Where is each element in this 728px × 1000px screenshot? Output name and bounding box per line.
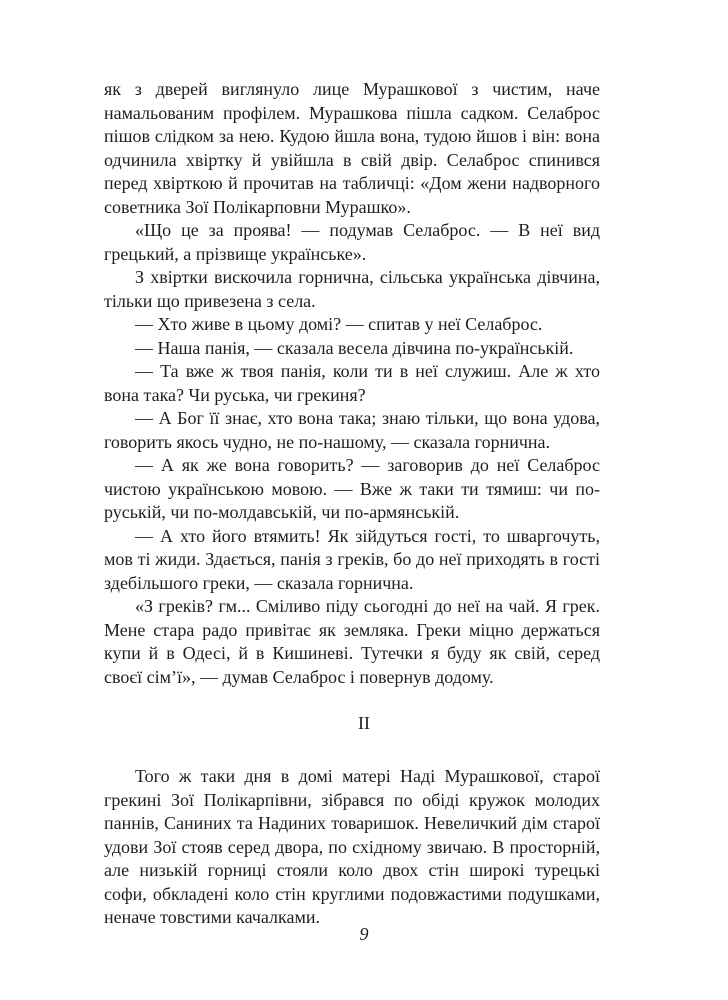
section-heading: II <box>358 713 370 733</box>
paragraph: — Хто живе в цьому домі? — спитав у неї Селаброс. <box>135 314 543 334</box>
paragraph: — Наша панія, — сказала весела дівчина по-українській. <box>135 337 574 358</box>
text-block-top <box>104 78 600 689</box>
paragraph: — А хто його втямить! Як зійдуться гості, то шваргочуть, мов ті жиди. Здається, панія з греків, бо до неї приходять в гості здебільшого греки, — сказала горнична. <box>104 525 600 593</box>
paragraph: — Та вже ж твоя панія, коли ти в неї служиш. Але ж хто вона така? Чи руська, чи грекиня? <box>104 361 600 405</box>
paragraph: Того ж таки дня в домі матері Наді Мурашкової, старої грекині Зої Полікарпівни, зібрався по обіді кружок молодих паннів, Саниних та Надиних товаришок. Невеличкий дім старої удови Зої стояв серед двора, по східному звичаю. В просторній, але низькій горниці стояли коло двох стін широкі турецькі софи, обкладені коло стін круглими подовжастими подушками, неначе товстими качалками. <box>104 766 600 927</box>
paragraph: як з дверей виглянуло лице Мурашкової з чистим, наче намальованим профілем. Мурашкова пішла садком. Селаброс пішов слідком за нею. Кудою йшла вона, тудою йшов і він: вона одчинила хвіртку й увійшла в свій двір. Селаброс спинився перед хвірткою й прочитав на табличці: «Дом жени надворного советника Зої Полікарповни Мурашко». <box>104 79 600 217</box>
paragraph: З хвіртки вискочила горнична, сільська українська дівчина, тільки що привезена з села. <box>104 267 600 311</box>
page-number: 9 <box>359 924 369 944</box>
paragraph: — А як же вона говорить? — заговорив до неї Селаброс чистою українською мовою. — Вже ж таки ти тямиш: чи по-руській, чи по-молдавській, чи по-армянській. <box>104 455 600 522</box>
paragraph: «З греків? гм... Сміливо піду сьогодні до неї на чай. Я грек. Мене стара радо привітає як земляка. Греки міцно держаться купи й в Одесі, й в Кишиневі. Тутечки я буду як свій, серед своєї сім’ї», — думав Селаброс і повернув додому. <box>104 596 600 687</box>
paragraph: «Що це за проява! — подумав Селаброс. — В неї вид грецький, а прізвище українське». <box>104 220 600 264</box>
text-block-bottom <box>104 765 600 930</box>
paragraph: — А Бог її знає, хто вона така; знаю тільки, що вона удова, говорить якось чудно, не по-нашому, — сказала горнична. <box>104 408 600 452</box>
